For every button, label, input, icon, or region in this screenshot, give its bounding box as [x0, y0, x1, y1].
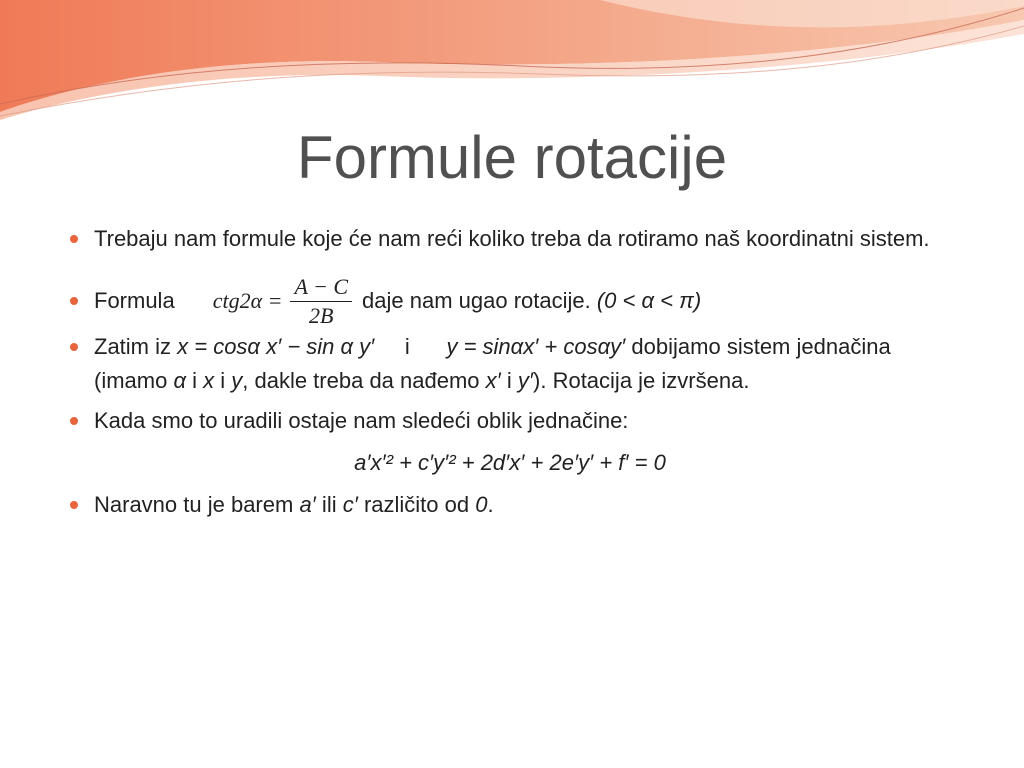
bullet-text: Naravno tu je barem	[94, 492, 300, 517]
bullet-item	[70, 330, 950, 398]
bullet-text: dobijamo sistem jednačina (imamo	[94, 334, 891, 393]
fraction-denominator: 2B	[309, 302, 334, 328]
zero-value: 0	[475, 492, 488, 517]
bullet-text: daje nam ugao rotacije.	[362, 288, 591, 313]
var-y: y	[231, 368, 243, 393]
bullet-dot-icon	[70, 417, 78, 425]
bullet-text: , dakle treba da nađemo	[242, 368, 486, 393]
bullet-text: Formula	[94, 288, 175, 313]
bullet-text: Kada smo to uradili ostaje nam sledeći oblik jednačine:	[94, 408, 629, 433]
slide-title: Formule rotacije	[296, 124, 728, 191]
bullet-dot-icon	[70, 501, 78, 509]
bullet-text: Trebaju nam formule koje će nam reći koliko treba da rotiramo naš koordinatni sistem.	[94, 226, 930, 251]
fraction-numerator: A − C	[290, 273, 352, 302]
bullet-text: ). Rotacija je izvršena.	[533, 368, 750, 393]
bullet-text: Zatim iz	[94, 334, 178, 359]
bullet-text: ili	[315, 492, 343, 517]
spacer	[70, 256, 950, 272]
rotation-eq-x: x = cosα x′ − sin α y′	[177, 334, 375, 359]
formula-left: ctg2α =	[212, 288, 283, 313]
bullet-item	[70, 404, 950, 438]
var-c-prime: c′	[342, 492, 358, 517]
bullet-item	[70, 488, 950, 522]
transformed-equation: a′x′² + c′y′² + 2d′x′ + 2e′y′ + f′ = 0	[354, 450, 666, 475]
conjunction: i	[404, 334, 410, 359]
bullet-dot-icon	[70, 297, 78, 305]
rotation-eq-y: y = sinαx′ + cosαy′	[446, 334, 626, 359]
bullet-text: .	[487, 492, 494, 517]
formula-fraction	[290, 273, 352, 330]
bullet-item-formula	[70, 272, 950, 330]
var-x: x	[203, 368, 215, 393]
bullet-text: različito od	[357, 492, 476, 517]
header-wave-decoration	[0, 0, 1024, 130]
var-a-prime: a′	[299, 492, 316, 517]
bullet-dot-icon	[70, 343, 78, 351]
slide-body	[70, 222, 950, 522]
var-alpha: α	[173, 368, 186, 393]
bullet-text: i	[214, 368, 232, 393]
angle-range: (0 < α < π)	[596, 288, 702, 313]
bullet-item	[70, 222, 950, 256]
bullet-dot-icon	[70, 235, 78, 243]
bullet-text: i	[500, 368, 518, 393]
var-y-prime: y′	[517, 368, 534, 393]
bullet-text: i	[186, 368, 204, 393]
var-x-prime: x′	[485, 368, 501, 393]
formula-ctg	[213, 273, 352, 330]
